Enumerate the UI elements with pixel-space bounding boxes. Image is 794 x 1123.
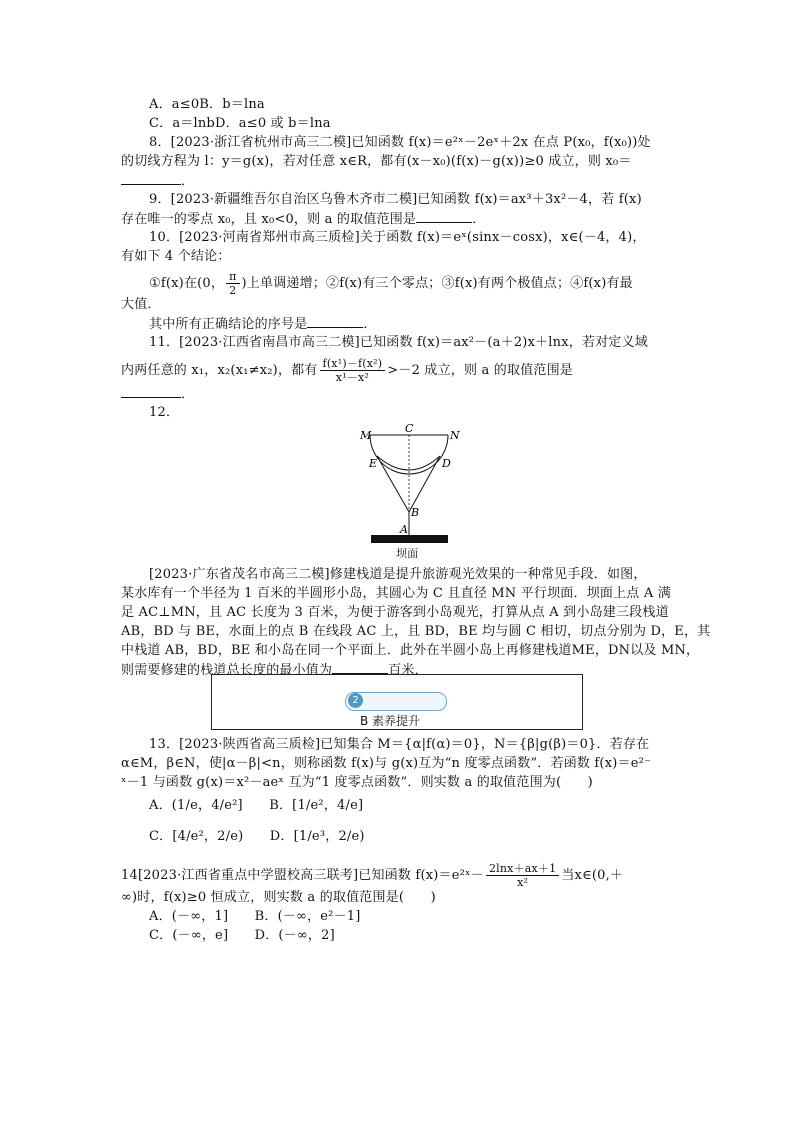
q10-line-2: 有如下 4 个结论： (121, 249, 231, 264)
q8-line-1: 8．[2023·浙江省杭州市高三二模]已知函数 f(x)＝e²ˣ－2eˣ＋2x 在点 P(x₀，f(x₀))处 (149, 135, 651, 150)
q12-f-post: 百米． (388, 663, 428, 678)
q10-line-5: 其中所有正确结论的序号是 ． (149, 317, 377, 332)
dam-island-figure (352, 422, 472, 562)
label-e: E (369, 457, 378, 470)
label-a: A (400, 523, 408, 536)
q8-answer-blank: ． (121, 172, 194, 191)
q11-line-2 (121, 357, 573, 384)
label-b: B (411, 506, 420, 519)
q14-line-2: ∞)时，f(x)≥0 恒成立，则实数 a 的取值范围是( ) (121, 890, 436, 905)
q11-answer-blank: ． (121, 385, 194, 404)
q12-number: 12． (149, 405, 180, 420)
dam-bar (371, 535, 448, 543)
q12-line-5: 中栈道 AB，BD，BE 和小岛在同一个平面上．此外在半圆小岛上再修建栈道ME，DN以及 MN， (121, 643, 700, 658)
q14-options-ab: A．(－∞，1] B．(－∞，e²－1] (149, 909, 361, 924)
q12-line-3: 足 AC⊥MN，且 AC 长度为 3 百米，为便于游客到小岛观光，打算从点 A 到小岛建三段栈道 (121, 605, 669, 620)
q12-line-4: AB，BD 与 BE，水面上的点 B 在线段 AC 上，且 BD，BE 均与圆 C 相切，切点分别为 D，E，其 (121, 624, 711, 639)
q10-e-text: 其中所有正确结论的序号是 (149, 317, 308, 332)
q13-line-3: ˣ－1 与函数 g(x)＝x²－aeˣ 互为“1 度零点函数”．则实数 a 的取值范围为( ) (121, 775, 593, 790)
pi-over-2-fraction: $\frac{\pi}{2}$ (226, 270, 239, 297)
segment-bd (409, 456, 440, 512)
q10-line-4: 大值． (121, 297, 161, 312)
section-label: B 素养提升 (360, 714, 421, 728)
q12-line-1: [2023·广东省茂名市高三二模]修建栈道是提升旅游观光效果的一种常见手段．如图， (149, 567, 647, 582)
figure-caption: 坝面 (396, 547, 419, 560)
q9-line-1: 9．[2023·新疆维吾尔自治区乌鲁木齐市二模]已知函数 f(x)＝ax³＋3x²－4，若 f(x) (149, 192, 642, 207)
label-c: C (405, 422, 414, 435)
q7-option-cd: C．a＝lnbD．a≤0 或 b＝lna (149, 116, 331, 131)
q11-b-pre: 内两任意的 x₁，x₂(x₁≠x₂)，都有 (121, 363, 318, 378)
q11-line-1: 11．[2023·江西省南昌市高三二模]已知函数 f(x)＝ax²－(a＋2)x＋lnx，若对定义域 (149, 335, 648, 350)
label-m: M (360, 429, 372, 442)
q7-option-ab: A．a≤0B．b＝lna (149, 97, 265, 112)
q8-line-2: 的切线方程为 l：y＝g(x)，若对任意 x∈R，都有(x－x₀)(f(x)－g(x))≥0 成立，则 x₀＝ (121, 154, 632, 169)
q9-line-2: 存在唯一的零点 x₀，且 x₀<0，则 a 的取值范围是 ． (121, 212, 486, 227)
section-number-badge: 2 (348, 693, 363, 708)
q12-f-pre: 则需要修建的栈道总长度的最小值为 (121, 663, 333, 678)
q13-line-1: 13．[2023·陕西省高三质检]已知集合 M＝{α|f(α)＝0}，N＝{β|g(β)＝0}．若存在 (149, 737, 650, 752)
q14-options-cd: C．(－∞，e] D．(－∞，2] (149, 928, 335, 943)
q13-options-ab: A．(1/e，4/e²] B．[1/e²，4/e] (149, 798, 364, 813)
q10-line-1: 10．[2023·河南省郑州市高三质检]关于函数 f(x)＝eˣ(sinx－cosx)，x∈(－4，4)， (149, 230, 646, 245)
q14-pre: 14[2023·江西省重点中学盟校高三联考]已知函数 f(x)＝e²ˣ－ (121, 868, 484, 883)
q11-fraction: $\frac{\text{f(x¹)－f(x²)}}{\text{x¹－x²}}$ (320, 357, 386, 384)
q11-b-post: >－2 成立，则 a 的取值范围是 (387, 363, 574, 378)
label-d: D (442, 457, 451, 470)
q12-line-2: 某水库有一个半径为 1 百米的半圆形小岛，其圆心为 C 且直径 MN 平行坝面．坝面上点 A 满 (121, 586, 671, 601)
q13-line-2: α∈M，β∈N，使|α－β|<n，则称函数 f(x)与 g(x)互为“n 度零点函数”．若函数 f(x)＝e²⁻ (121, 756, 652, 771)
label-n: N (450, 429, 460, 442)
q10-c-pre: ①f(x)在(0， (149, 276, 225, 291)
q13-options-cd: C．[4/e²，2/e) D．[1/e³，2/e) (149, 829, 365, 844)
q9-text: 存在唯一的零点 x₀，且 x₀<0，则 a 的取值范围是 (121, 212, 417, 227)
q14-post: 当x∈(0,＋ (561, 868, 624, 883)
q14-line-1 (121, 862, 623, 889)
q10-line-3 (149, 270, 633, 297)
q14-fraction: $\frac{2\ln x+ax+1}{\text{x²}}$ (486, 862, 559, 889)
q10-c-post: )上单调递增；②f(x)有三个零点；③f(x)有两个极值点；④f(x)有最 (241, 276, 633, 291)
segment-be (377, 456, 409, 512)
